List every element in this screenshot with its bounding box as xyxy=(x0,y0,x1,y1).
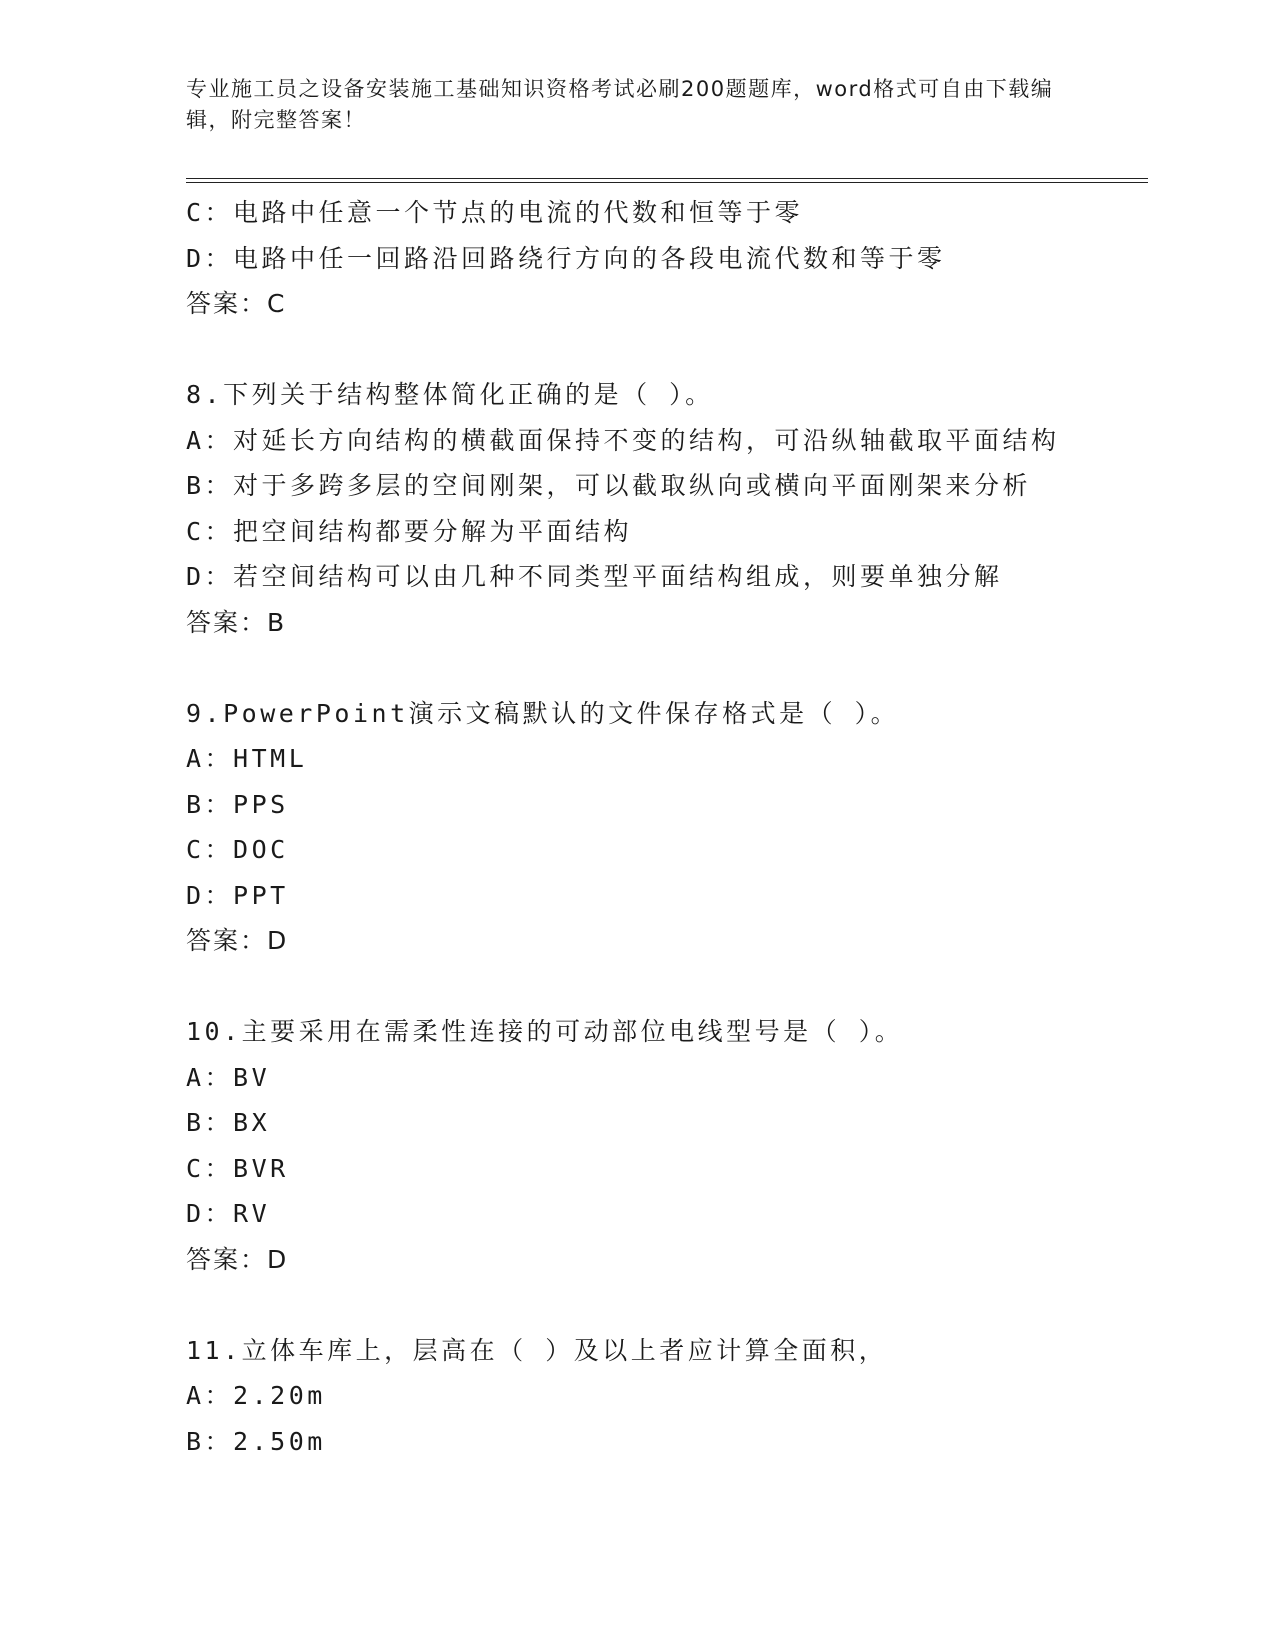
option-a: A：BV xyxy=(186,1062,271,1092)
answer-line: 答案：B xyxy=(186,607,287,637)
question-stem: 10.主要采用在需柔性连接的可动部位电线型号是（ ）。 xyxy=(186,1017,904,1046)
option-a: A：对延长方向结构的横截面保持不变的结构，可沿纵轴截取平面结构 xyxy=(186,425,1060,455)
question-stem: 9.PowerPoint演示文稿默认的文件保存格式是（ ）。 xyxy=(186,698,900,728)
header-rule-thick xyxy=(186,178,1148,179)
spacer xyxy=(186,645,1146,691)
spacer xyxy=(186,327,1146,373)
answer-line: 答案：C xyxy=(186,289,287,318)
question-stem: 8.下列关于结构整体简化正确的是（ ）。 xyxy=(186,380,714,409)
option-c: C：BVR xyxy=(186,1153,289,1183)
option-a: A：2.20m xyxy=(186,1381,326,1410)
option-d: D：PPT xyxy=(186,880,289,910)
option-a: A：HTML xyxy=(186,744,308,773)
option-b: B：PPS xyxy=(186,789,289,819)
spacer xyxy=(186,964,1146,1010)
option-d: D：RV xyxy=(186,1199,271,1228)
question-list xyxy=(186,190,1146,1464)
option-b: B：BX xyxy=(186,1108,271,1137)
option-c: C：DOC xyxy=(186,835,289,864)
option-b: B：2.50m xyxy=(186,1426,326,1456)
answer-line: 答案：D xyxy=(186,1244,289,1274)
header-rule-thin xyxy=(186,182,1148,183)
option-d: D：电路中任一回路沿回路绕行方向的各段电流代数和等于零 xyxy=(186,243,946,273)
option-c: C：把空间结构都要分解为平面结构 xyxy=(186,516,633,546)
spacer xyxy=(186,1282,1146,1328)
option-d: D：若空间结构可以由几种不同类型平面结构组成，则要单独分解 xyxy=(186,562,1003,591)
document-header: 专业施工员之设备安装施工基础知识资格考试必刷200题题库，word格式可自由下载编辑，附完整答案！ xyxy=(186,77,1054,132)
answer-line: 答案：D xyxy=(186,926,289,955)
option-c: C：电路中任意一个节点的电流的代数和恒等于零 xyxy=(186,198,804,227)
option-b: B：对于多跨多层的空间刚架，可以截取纵向或横向平面刚架来分析 xyxy=(186,471,1032,500)
question-stem: 11.立体车库上，层高在（ ）及以上者应计算全面积， xyxy=(186,1335,888,1365)
